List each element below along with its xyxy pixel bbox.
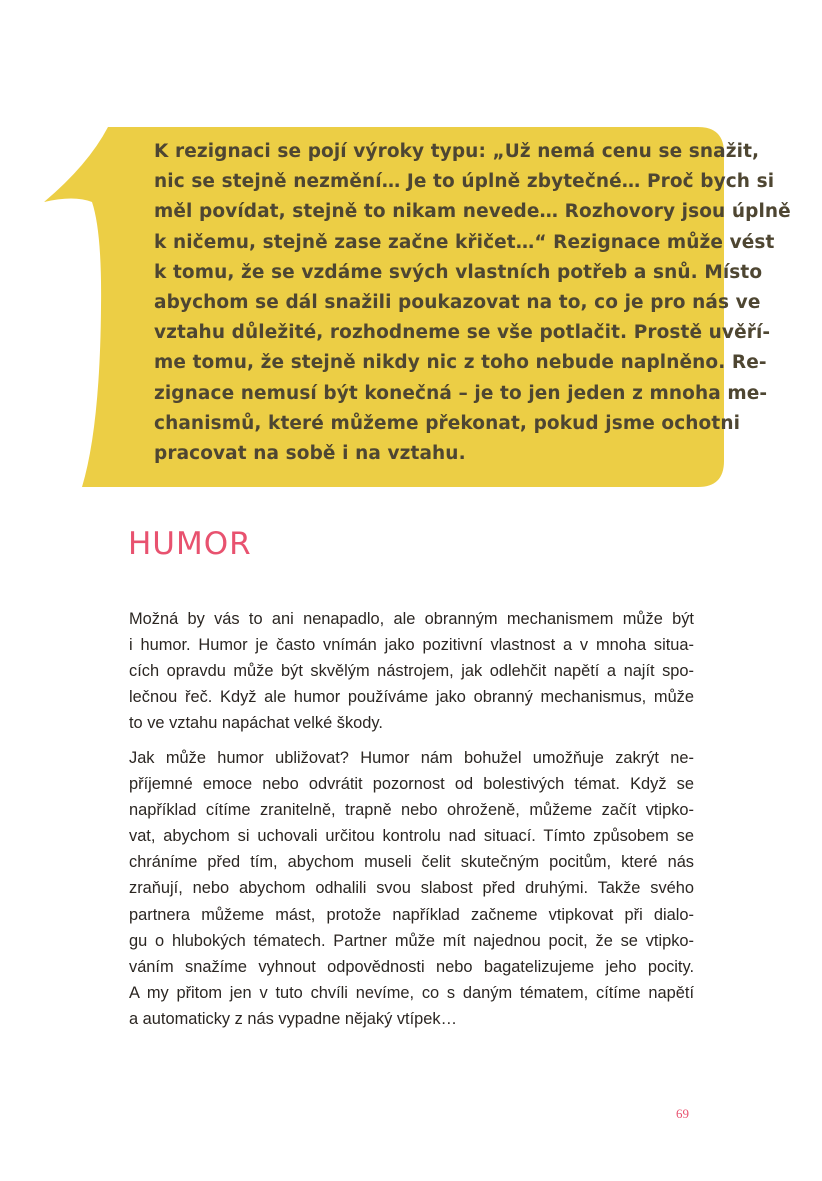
paragraph-line: chráníme před tím, abychom museli čelit skutečným pocitům, které nás [129,853,694,872]
paragraph-line: Možná by vás to ani nenapadlo, ale obranným mechanismem může být [129,610,694,628]
paragraph-line: zraňují, nebo abychom odhalili svou slabost před druhými. Takže svého [129,879,694,898]
paragraph-line: váním snažíme vyhnout odpovědnosti nebo bagatelizujeme jeho pocity. [129,957,694,976]
paragraph-2 [129,745,694,1032]
quote-line: zignace nemusí být konečná – je to jen jeden z mnoha me- [154,382,768,404]
quote-line: abychom se dál snažili poukazovat na to, co je pro nás ve [154,292,761,314]
paragraph-line: gu o hlubokých tématech. Partner může mít najednou pocit, že se vtipko- [129,931,694,950]
paragraph-line: to ve vztahu napáchat velké škody. [129,714,383,733]
paragraph-1 [129,606,694,736]
paragraph-line: Jak může humor ubližovat? Humor nám bohužel umožňuje zakrýt ne- [129,749,694,767]
quote-line: pracovat na sobě i na vztahu. [154,443,466,465]
paragraph-line: i humor. Humor je často vnímán jako pozitivní vlastnost a v mnoha situa- [129,636,694,655]
paragraph-line: vat, abychom si uchovali určitou kontrolu nad situací. Tímto způsobem se [129,827,694,846]
paragraph-line: příjemné emoce nebo odvrátit pozornost od bolestivých témat. Když se [129,775,694,794]
paragraph-line: A my přitom jen v tuto chvíli nevíme, co s daným tématem, cítíme napětí [129,983,694,1002]
page-number: 69 [676,1106,689,1121]
paragraph-line: partnera můžeme mást, protože například začneme vtipkovat při dialo- [129,905,694,924]
paragraph-line: například cítíme zranitelně, trapně nebo ohroženě, můžeme začít vtipko- [129,801,694,820]
quote-text [154,137,791,469]
paragraph-line: lečnou řeč. Když ale humor používáme jako obranný mechanismus, může [129,688,694,707]
quote-line: nic se stejně nezmění… Je to úplně zbytečné… Proč bych si [154,171,775,193]
paragraph-line: cích opravdu může být skvělým nástrojem, jak odlehčit napětí a najít spo- [129,662,694,681]
quote-line: vztahu důležité, rozhodneme se vše potlačit. Prostě uvěří- [154,322,771,344]
section-heading: HUMOR [128,526,252,562]
quote-line: k ničemu, stejně zase začne křičet…“ Rezignace může vést [154,231,775,253]
paragraph-line: a automaticky z nás vypadne nějaký vtípek… [129,1009,457,1028]
quote-line: K rezignaci se pojí výroky typu: „Už nemá cenu se snažit, [154,141,760,162]
quote-line: chanismů, které můžeme překonat, pokud jsme ochotni [154,412,741,434]
quote-bubble [44,127,791,487]
quote-line: me tomu, že stejně nikdy nic z toho nebude naplněno. Re- [154,352,767,374]
quote-line: měl povídat, stejně to nikam nevede… Rozhovory jsou úplně [154,201,791,223]
quote-line: k tomu, že se vzdáme svých vlastních potřeb a snů. Místo [154,261,763,283]
